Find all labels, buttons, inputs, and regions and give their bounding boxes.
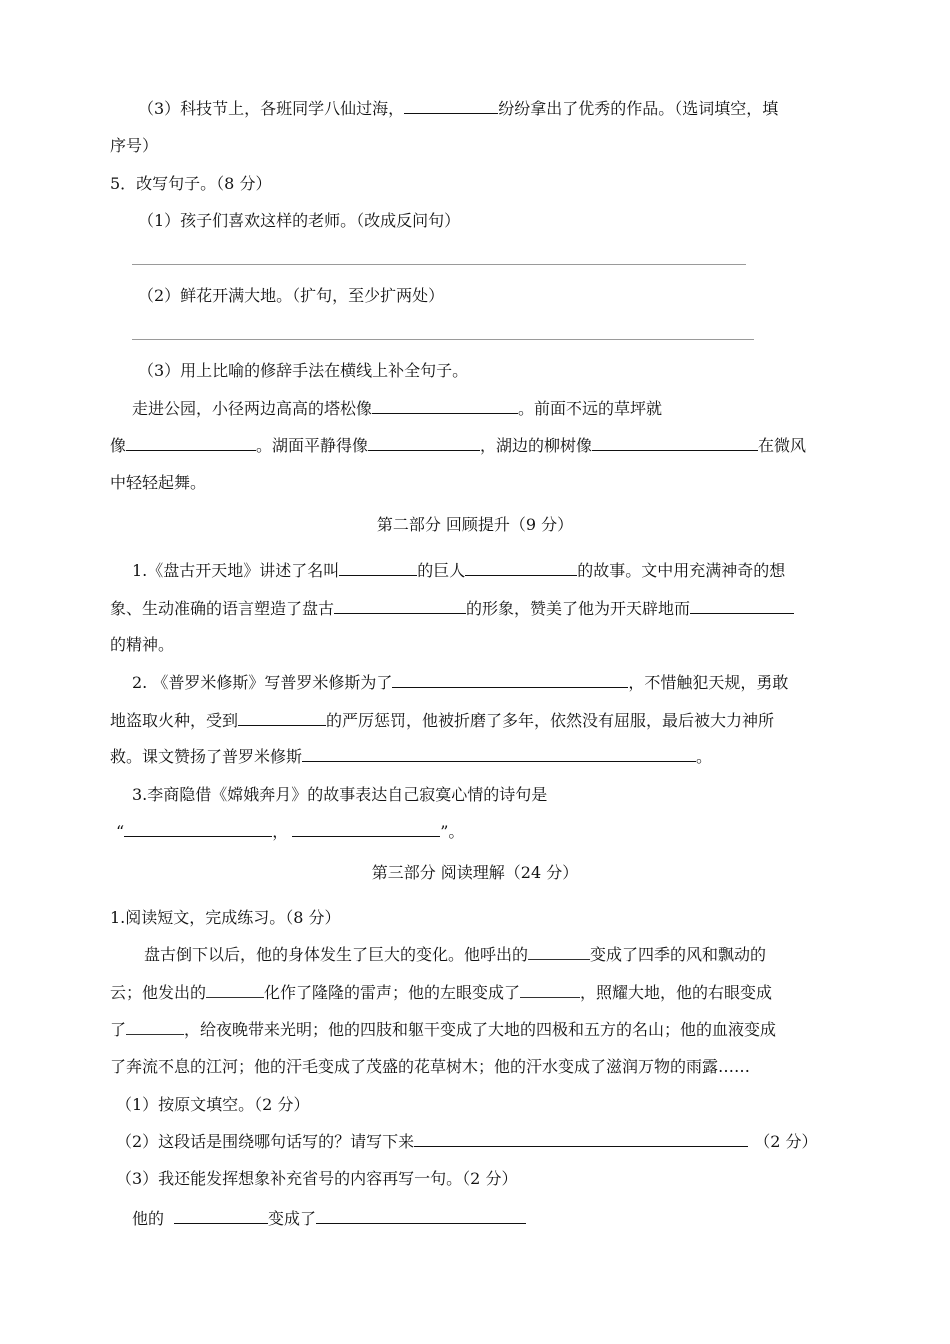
q5-p2-text-b: 。湖面平静得像 — [256, 436, 369, 455]
part2-q1-line1 — [132, 560, 785, 582]
q5-p1 — [132, 398, 662, 420]
part2-q1-line2 — [110, 598, 794, 620]
part2-q1-text-e: 的形象，赞美了他为开天辟地而 — [466, 599, 691, 618]
part3-s2-points: （2 分） — [754, 1132, 818, 1151]
part3-s4-text-a: 他的 — [132, 1209, 165, 1228]
part3-title: 第三部分 阅读理解（24 分） — [371, 863, 579, 882]
part3-p2-text-a: 云；他发出的 — [110, 983, 207, 1002]
part3-p3-text-b: ，给夜晚带来光明；他的四肢和躯干变成了大地的四极和五方的名山；他的血液变成 — [184, 1020, 777, 1039]
part2-q1-line3: 的精神。 — [110, 635, 175, 654]
part3-p1-text-a: 盘古倒下以后，他的身体发生了巨大的变化。他呼出的 — [144, 945, 529, 964]
part3-q1: 1.阅读短文，完成练习。（8 分） — [110, 908, 341, 927]
part2-q1-blank-4[interactable] — [690, 599, 794, 614]
part2-q2-line2 — [110, 710, 774, 732]
q4-3-line2: 序号） — [110, 136, 159, 155]
part2-q3-close-quote: ”。 — [440, 822, 465, 841]
part3-s4-text-b: 变成了 — [268, 1209, 317, 1228]
part3-p2-blank-2[interactable] — [520, 983, 580, 998]
part3-s2-blank[interactable] — [414, 1132, 748, 1147]
part2-q2-line3 — [110, 746, 712, 768]
part3-s2-text-a: （2）这段话是围绕哪句话写的？请写下来 — [116, 1132, 415, 1151]
part3-p3-blank[interactable] — [126, 1020, 184, 1035]
q5-s1: （1）孩子们喜欢这样的老师。（改成反问句） — [138, 211, 461, 230]
q5-s2-answer-line[interactable] — [132, 339, 754, 340]
part3-p1-text-b: 变成了四季的风和飘动的 — [590, 945, 767, 964]
q4-3-text-a: （3）科技节上，各班同学八仙过海， — [138, 99, 405, 118]
q5-s2: （2）鲜花开满大地。（扩句，至少扩两处） — [138, 286, 445, 305]
part3-p1-blank[interactable] — [528, 945, 590, 960]
part2-q2-text-b: ，不惜触犯天规，勇敢 — [628, 673, 789, 692]
part3-s4-blank-1[interactable] — [174, 1209, 268, 1224]
part3-passage-line2 — [110, 982, 772, 1004]
part2-q2-line1 — [132, 672, 788, 694]
q5-p1-text-b: 。前面不远的草坪就 — [518, 399, 663, 418]
part3-p2-text-c: ，照耀大地，他的右眼变成 — [580, 983, 773, 1002]
q5-title: 5．改写句子。（8 分） — [110, 174, 272, 193]
part3-s2 — [116, 1131, 817, 1153]
q5-p3: 中轻轻起舞。 — [110, 473, 207, 492]
part2-q2-text-d: 的严厉惩罚，他被折磨了多年，依然没有屈服，最后被大力神所 — [326, 711, 775, 730]
part2-q3-line1: 3.李商隐借《嫦娥奔月》的故事表达自己寂寞心情的诗句是 — [132, 785, 548, 804]
part2-q3-line2 — [116, 821, 464, 843]
part3-passage-line4: 了奔流不息的江河；他的汗毛变成了茂盛的花草树木；他的汗水变成了滋润万物的雨露…… — [110, 1057, 751, 1076]
part3-passage-line3 — [110, 1019, 776, 1041]
q4-3-line1 — [138, 98, 778, 120]
part3-passage-line1 — [144, 944, 766, 966]
q5-p1-blank[interactable] — [372, 399, 518, 414]
part2-q1-text-d: 象、生动准确的语言塑造了盘古 — [110, 599, 335, 618]
q5-p2-text-d: 在微风 — [758, 436, 807, 455]
part2-q3-comma: ， — [272, 822, 289, 841]
part2-q1-text-c: 的故事。文中用充满神奇的想 — [577, 561, 786, 580]
part3-s3: （3）我还能发挥想象补充省号的内容再写一句。（2 分） — [116, 1169, 518, 1188]
part3-p2-text-b: 化作了隆隆的雷声；他的左眼变成了 — [264, 983, 521, 1002]
q5-p2-blank-1[interactable] — [126, 436, 256, 451]
part2-q2-text-e: 救。课文赞扬了普罗米修斯 — [110, 747, 303, 766]
part2-q2-blank-2[interactable] — [238, 711, 326, 726]
q5-p1-text-a: 走进公园，小径两边高高的塔松像 — [132, 399, 373, 418]
q5-p2-text-a: 像 — [110, 436, 127, 455]
part3-p3-text-a: 了 — [110, 1020, 127, 1039]
q5-p2 — [110, 435, 806, 457]
q5-s1-answer-line[interactable] — [132, 264, 746, 265]
part2-q1-blank-2[interactable] — [465, 561, 577, 576]
q5-p2-blank-3[interactable] — [592, 436, 758, 451]
q4-3-text-b: 纷纷拿出了优秀的作品。（选词填空，填 — [498, 99, 779, 118]
part2-q1-blank-3[interactable] — [334, 599, 466, 614]
part2-q3-blank-1[interactable] — [124, 822, 272, 837]
q4-3-blank[interactable] — [404, 99, 498, 114]
q5-p2-text-c: ，湖边的柳树像 — [480, 436, 593, 455]
part2-q2-blank-3[interactable] — [302, 747, 696, 762]
part2-q2-text-a: 2. 《普罗米修斯》写普罗米修斯为了 — [132, 673, 393, 692]
part2-q1-blank-1[interactable] — [339, 561, 417, 576]
part3-s4 — [132, 1208, 526, 1230]
part2-q2-text-c: 地盗取火种，受到 — [110, 711, 239, 730]
part3-p2-blank-1[interactable] — [206, 983, 264, 998]
part2-q2-text-f: 。 — [696, 747, 713, 766]
part2-q3-blank-2[interactable] — [292, 822, 440, 837]
part3-s4-blank-2[interactable] — [316, 1209, 526, 1224]
part2-q2-blank-1[interactable] — [392, 673, 628, 688]
part3-s1: （1）按原文填空。（2 分） — [116, 1095, 310, 1114]
part2-q1-text-a: 1.《盘古开天地》讲述了名叫 — [132, 561, 340, 580]
q5-p2-blank-2[interactable] — [368, 436, 480, 451]
q5-s3: （3）用上比喻的修辞手法在横线上补全句子。 — [138, 361, 469, 380]
part2-q1-text-b: 的巨人 — [417, 561, 466, 580]
part2-title: 第二部分 回顾提升（9 分） — [376, 515, 574, 534]
part2-q3-open-quote: “ — [116, 822, 125, 841]
